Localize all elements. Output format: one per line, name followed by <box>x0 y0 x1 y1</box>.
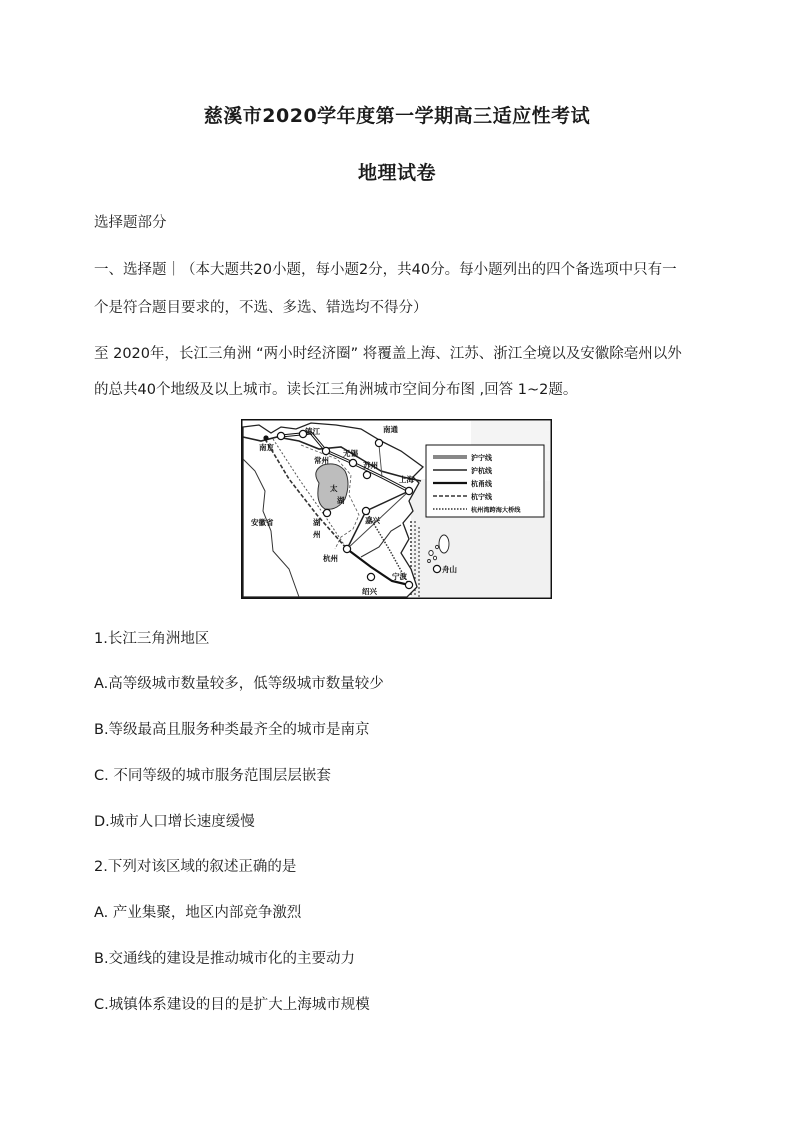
city-marker-nanjing <box>277 432 284 439</box>
map-label-huzhou: 州 <box>313 530 321 539</box>
map-label-suzhou: 苏州 <box>363 461 378 470</box>
question-stem-line2: 的总共40个地级及以上城市。读长江三角洲城市空间分布图 ,回答 1~2题。 <box>94 382 578 398</box>
map-label-nantong: 南通 <box>383 425 398 434</box>
question-1-option-b: B.等级最高且服务种类最齐全的城市是南京 <box>94 722 370 738</box>
question-1-stem: 1.长江三角洲地区 <box>94 631 210 647</box>
question-1-option-c: C. 不同等级的城市服务范围层层嵌套 <box>94 768 331 784</box>
city-dot <box>263 435 268 440</box>
exam-subtitle: 地理试卷 <box>357 162 436 184</box>
question-1-option-a: A.高等级城市数量较多，低等级城市数量较少 <box>94 676 384 692</box>
legend-bay-bridge: 杭州湾跨海大桥线 <box>471 507 521 514</box>
question-2-option-c: C.城镇体系建设的目的是扩大上海城市规模 <box>94 997 370 1013</box>
map-label-jiaxing: 嘉兴 <box>365 516 380 525</box>
city-marker-jiaxing <box>362 507 369 514</box>
city-marker-suzhou <box>363 471 370 478</box>
legend-hang-ning: 杭宁线 <box>471 493 492 501</box>
map-label-ningbo: 宁波 <box>392 572 407 581</box>
map-label-zhoushan: 舟山 <box>442 565 457 574</box>
question-2-option-b: B.交通线的建设是推动城市化的主要动力 <box>94 951 356 967</box>
section-instructions-line2: 个是符合题目要求的，不选、多选、错选均不得分） <box>94 300 428 316</box>
city-marker-zhoushan <box>433 565 440 572</box>
map-legend <box>426 445 544 517</box>
map-label-shaoxing: 绍兴 <box>362 587 377 596</box>
question-2-option-a: A. 产业集聚，地区内部竞争激烈 <box>94 905 302 921</box>
question-2-stem: 2.下列对该区域的叙述正确的是 <box>94 859 297 875</box>
map-label-anhui: 安徽省 <box>251 518 274 527</box>
city-marker-hangzhou <box>343 545 350 552</box>
city-marker-shaoxing <box>367 573 374 580</box>
map-label-taihu: 太 <box>330 484 338 493</box>
map-label-wuxi: 无锡 <box>343 449 358 458</box>
legend-hang-yong: 杭甬线 <box>471 480 492 488</box>
map-label-huzhou: 湖 <box>313 518 321 527</box>
question-1-option-d: D.城市人口增长速度缓慢 <box>94 814 255 830</box>
map-label-zhenjiang: 镇江 <box>305 427 320 436</box>
city-marker-huzhou <box>323 509 330 516</box>
section-instructions-line1: 一、选择题｜（本大题共20小题，每小题2分，共40分。每小题列出的四个备选项中只有一 <box>94 262 677 278</box>
exam-title: 慈溪市2020学年度第一学期高三适应性考试 <box>203 105 591 127</box>
legend-hu-ning: 沪宁线 <box>471 454 492 462</box>
legend-hu-hang: 沪杭线 <box>471 467 492 475</box>
section-label: 选择题部分 <box>94 215 167 231</box>
yangtze-delta-city-map <box>241 419 552 599</box>
city-marker-wuxi <box>349 459 356 466</box>
city-marker-nantong <box>375 439 382 446</box>
map-label-shanghai: 上海 <box>399 475 414 484</box>
question-stem-line1: 至 2020年，长江三角洲 “两小时经济圈” 将覆盖上海、江苏、浙江全境以及安徽除亳州以外 <box>94 346 682 362</box>
city-marker-ningbo <box>405 581 412 588</box>
map-label-hangzhou: 杭州 <box>323 554 338 563</box>
city-marker-shanghai <box>405 487 412 494</box>
map-label-changzhou: 常州 <box>314 456 329 465</box>
map-label-taihu: 湖 <box>337 496 345 505</box>
city-marker-changzhou <box>322 447 329 454</box>
map-label-nanjing: 南京 <box>259 443 274 452</box>
